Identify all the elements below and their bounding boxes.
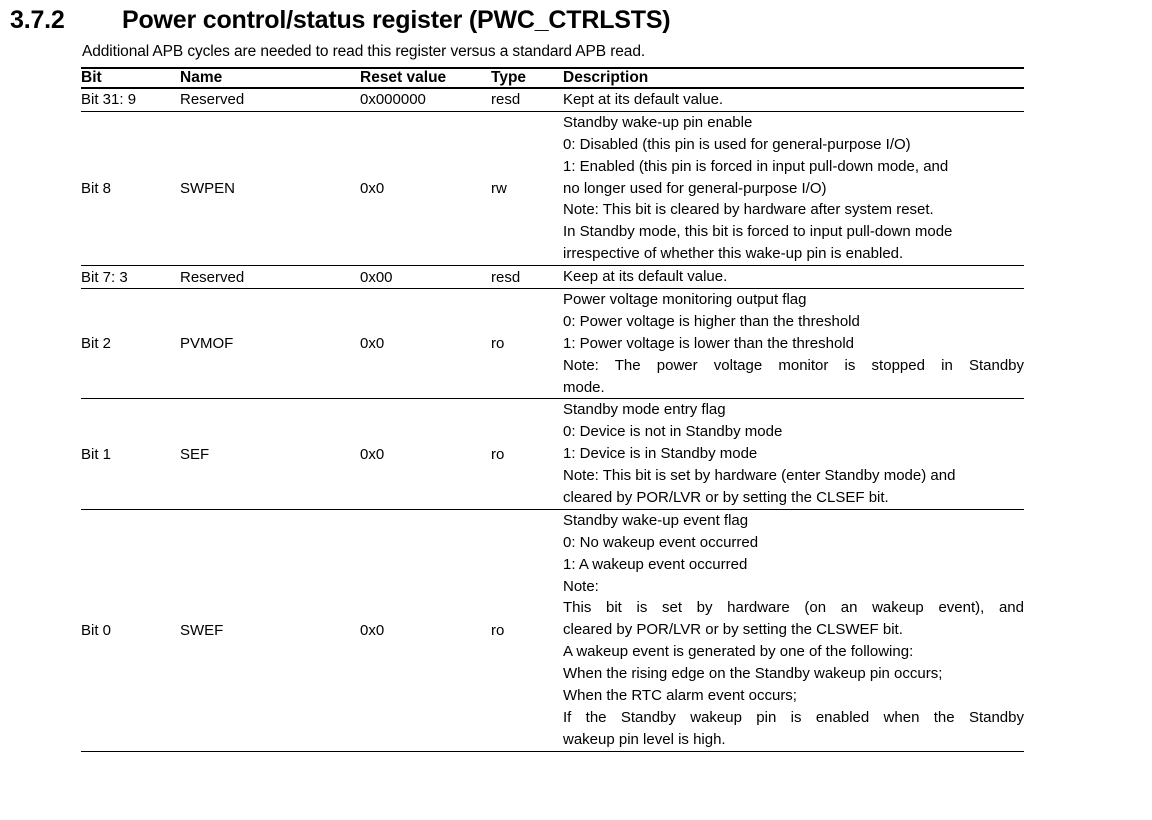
column-header-bit: Bit <box>81 68 180 88</box>
cell-reset-value: 0x0 <box>360 289 491 399</box>
cell-type: ro <box>491 509 563 751</box>
description-line: cleared by POR/LVR or by setting the CLSEF bit. <box>563 489 889 507</box>
cell-type: ro <box>491 399 563 509</box>
description-lines <box>563 89 1024 111</box>
register-table <box>81 67 1024 752</box>
table-row <box>81 266 1024 289</box>
description-lines <box>563 399 1024 508</box>
description-line: Note: <box>563 577 599 595</box>
cell-name: SWPEN <box>180 111 360 265</box>
section-number: 3.7.2 <box>10 6 65 34</box>
section-heading <box>0 0 1152 35</box>
cell-bit: Bit 0 <box>81 509 180 751</box>
description-lines <box>563 266 1024 288</box>
cell-name: Reserved <box>180 266 360 289</box>
cell-name: SWEF <box>180 509 360 751</box>
cell-type: resd <box>491 88 563 111</box>
cell-bit: Bit 7: 3 <box>81 266 180 289</box>
description-line: wakeup pin level is high. <box>563 730 726 748</box>
description-line: Standby mode entry flag <box>563 401 726 419</box>
column-header-description: Description <box>563 68 1024 88</box>
description-line: 1: Power voltage is lower than the threshold <box>563 334 854 352</box>
intro-paragraph: Additional APB cycles are needed to read this register versus a standard APB read. <box>82 43 646 60</box>
cell-name: SEF <box>180 399 360 509</box>
description-line: 0: Disabled (this pin is used for general-purpose I/O) <box>563 135 911 153</box>
cell-description <box>563 289 1024 399</box>
cell-reset-value: 0x0 <box>360 399 491 509</box>
table-body <box>81 88 1024 751</box>
description-line: When the rising edge on the Standby wakeup pin occurs; <box>563 665 943 683</box>
description-line: Kept at its default value. <box>563 91 724 108</box>
table-row <box>81 111 1024 265</box>
cell-type: rw <box>491 111 563 265</box>
description-line: This bit is set by hardware (on an wakeup event), and <box>563 599 1024 617</box>
cell-description <box>563 111 1024 265</box>
table-row <box>81 399 1024 509</box>
table-row <box>81 509 1024 751</box>
description-line: A wakeup event is generated by one of the following: <box>563 643 914 661</box>
cell-bit: Bit 2 <box>81 289 180 399</box>
description-line: Note: The power voltage monitor is stopped in Standby <box>563 356 1024 374</box>
description-line: 1: Device is in Standby mode <box>563 445 758 463</box>
cell-description <box>563 509 1024 751</box>
cell-reset-value: 0x0 <box>360 111 491 265</box>
description-lines <box>563 112 1024 265</box>
description-line: Note: This bit is set by hardware (enter Standby mode) and <box>563 467 956 485</box>
description-line: When the RTC alarm event occurs; <box>563 687 797 705</box>
description-line: irrespective of whether this wake-up pin is enabled. <box>563 245 904 263</box>
cell-reset-value: 0x000000 <box>360 88 491 111</box>
cell-description <box>563 88 1024 111</box>
description-line: cleared by POR/LVR or by setting the CLSWEF bit. <box>563 621 903 639</box>
description-line: Keep at its default value. <box>563 268 728 286</box>
column-header-type: Type <box>491 68 563 88</box>
description-line: 0: Device is not in Standby mode <box>563 423 783 441</box>
cell-bit: Bit 31: 9 <box>81 88 180 111</box>
description-line: 0: No wakeup event occurred <box>563 533 759 551</box>
cell-type: ro <box>491 289 563 399</box>
cell-type: resd <box>491 266 563 289</box>
cell-bit: Bit 8 <box>81 111 180 265</box>
table-row <box>81 289 1024 399</box>
description-line: Note: This bit is cleared by hardware after system reset. <box>563 201 934 219</box>
description-line: mode. <box>563 378 605 396</box>
description-line: 0: Power voltage is higher than the threshold <box>563 312 860 330</box>
section-title: Power control/status register (PWC_CTRLSTS) <box>122 6 671 34</box>
cell-reset-value: 0x00 <box>360 266 491 289</box>
cell-description <box>563 399 1024 509</box>
description-line: Power voltage monitoring output flag <box>563 291 807 309</box>
column-header-reset-value: Reset value <box>360 68 491 88</box>
cell-reset-value: 0x0 <box>360 509 491 751</box>
description-lines <box>563 289 1024 398</box>
table-row <box>81 88 1024 111</box>
description-line: If the Standby wakeup pin is enabled when the Standby <box>563 708 1024 726</box>
description-lines <box>563 510 1024 751</box>
cell-description <box>563 266 1024 289</box>
cell-name: PVMOF <box>180 289 360 399</box>
column-header-name: Name <box>180 68 360 88</box>
description-line: Standby wake-up event flag <box>563 511 749 529</box>
cell-name: Reserved <box>180 88 360 111</box>
description-line: 1: Enabled (this pin is forced in input pull-down mode, and <box>563 157 949 175</box>
cell-bit: Bit 1 <box>81 399 180 509</box>
table-header <box>81 68 1024 88</box>
description-line: Standby wake-up pin enable <box>563 113 753 131</box>
description-line: no longer used for general-purpose I/O) <box>563 179 827 197</box>
description-line: 1: A wakeup event occurred <box>563 555 748 573</box>
table-header-row <box>81 68 1024 88</box>
description-line: In Standby mode, this bit is forced to input pull-down mode <box>563 223 953 241</box>
